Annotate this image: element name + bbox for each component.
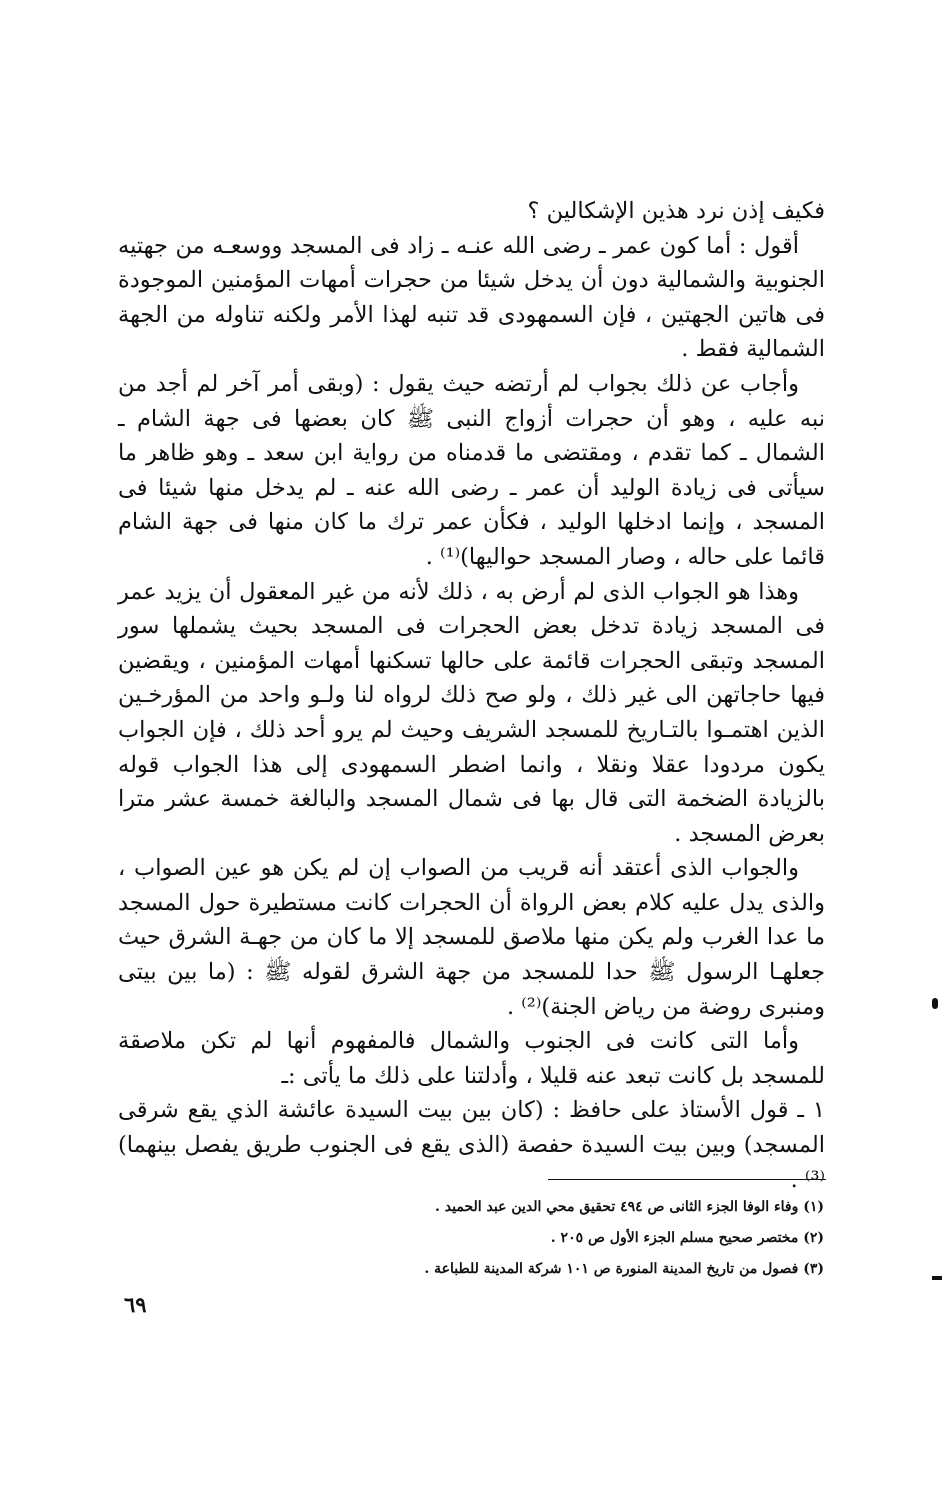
footnote-1: (١) وفاء الوفا الجزء الثانى ص ٤٩٤ تحقيق محي الدين عبد الحميد . xyxy=(435,1199,824,1215)
paragraph-6: ١ ـ قول الأستاذ على حافظ : (كان بين بيت السيدة عائشة الذي يقع شرقى المسجد) وبين بيت السيدة حفصة (الذى يقع فى الجنوب طريق يفصل بينهما)⁽³⁾ . xyxy=(118,1097,825,1193)
paragraph-question: فكيف إذن نرد هذين الإشكالين ؟ xyxy=(527,198,825,224)
footnote-3: (٣) فصول من تاريخ المدينة المنورة ص ١٠١ شركة المدينة للطباعة . xyxy=(424,1261,824,1277)
page-number: ٦٩ xyxy=(124,1292,147,1317)
footnotes xyxy=(300,1192,824,1285)
paragraph-5: وأما التى كانت فى الجنوب والشمال فالمفهوم أنها لم تكن ملاصقة للمسجد بل كانت تبعد عنه قليلا ، وأدلتنا على ذلك ما يأتى :ـ xyxy=(118,1028,825,1089)
footnote-divider xyxy=(548,1179,826,1180)
body-text xyxy=(118,194,825,1197)
footnote-2: (٢) مختصر صحيح مسلم الجزء الأول ص ٢٠٥ . xyxy=(550,1230,824,1246)
scan-mark-dash xyxy=(932,1276,942,1280)
scan-mark-dot xyxy=(932,998,938,1009)
paragraph-3: وهذا هو الجواب الذى لم أرض به ، ذلك لأنه من غير المعقول أن يزيد عمر فى المسجد زيادة تدخل بعض الحجرات فى المسجد بحيث يشملها سور المسجد وتبقى الحجرات قائمة على حالها تسكنها أمهات المؤمنين ، ويقضين فيها حاجاتهن الى غير ذلك ، ولو صح ذلك لرواه لنا ولـو واحد من المؤرخـين الذين اهتمـوا بالتـاريخ للمسجد الشريف وحيث لم يرو أحد ذلك ، فإن الجواب يكون مردودا عقلا ونقلا ، وانما اضطر السمهودى إلى هذا الجواب قوله بالزيادة الضخمة التى قال بها فى شمال المسجد والبالغة خمسة عشر مترا بعرض المسجد . xyxy=(118,578,825,847)
paragraph-4: والجواب الذى أعتقد أنه قريب من الصواب إن لم يكن هو عين الصواب ، والذى يدل عليه كلام بعض الرواة أن الحجرات كانت مستطيرة حول المسجد ما عدا الغرب ولم يكن منها ملاصق للمسجد إلا ما كان من جهـة الشرق حيث جعلهـا الرسول ﷺ حدا للمسجد من جهة الشرق لقوله ﷺ : (ما بين بيتى ومنبرى روضة من رياض الجنة)⁽²⁾ . xyxy=(118,855,825,1020)
paragraph-2: وأجاب عن ذلك بجواب لم أرتضه حيث يقول : (وبقى أمر آخر لم أجد من نبه عليه ، وهو أن حجرات أزواج النبى ﷺ كان بعضها فى جهة الشام ـ الشمال ـ كما تقدم ، ومقتضى ما قدمناه من رواية ابن سعد ـ وهو ظاهر ما سيأتى فى زيادة الوليد أن عمر ـ رضى الله عنه ـ لم يدخل منها شيئا فى المسجد ، وإنما ادخلها الوليد ، فكأن عمر ترك ما كان منها فى جهة الشام قائما على حاله ، وصار المسجد حواليها)⁽¹⁾ . xyxy=(118,370,825,570)
paragraph-1: أقول : أما كون عمر ـ رضى الله عنـه ـ زاد فى المسجد ووسعـه من جهتيه الجنوبية والشمالية دون أن يدخل شيئا من حجرات أمهات المؤمنين الموجودة فى هاتين الجهتين ، فإن السمهودى قد تنبه لهذا الأمر ولكنه تناوله من الجهة الشمالية فقط . xyxy=(118,232,825,363)
